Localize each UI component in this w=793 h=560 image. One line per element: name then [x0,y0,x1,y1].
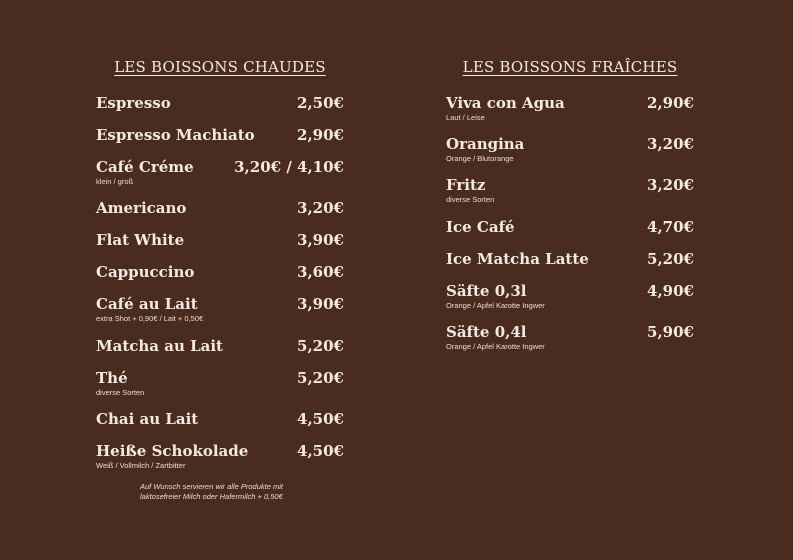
menu-item-price: 3,90€ [297,295,344,313]
menu-item-name: Thé [96,369,128,387]
menu-item-name: Säfte 0,4l [446,323,527,341]
menu-item [96,263,344,281]
menu-item [96,295,344,324]
menu-item-price: 4,50€ [297,442,344,460]
menu-item-price: 3,90€ [297,231,344,249]
menu-item-name: Espresso [96,94,171,112]
menu-item-name: Ice Café [446,218,515,236]
menu-item-row [446,218,694,236]
menu-item-row [96,263,344,281]
milk-note [140,482,283,502]
menu-item-row [96,295,344,313]
menu-item-price: 4,50€ [297,410,344,428]
menu-item-row [446,250,694,268]
menu-item [96,442,344,471]
menu-item-row [96,231,344,249]
menu-item-description: extra Shot + 0,90€ / Lait + 0,50€ [96,314,204,323]
menu-item-name: Cappuccino [96,263,195,281]
menu-item [96,199,344,217]
menu-item-price: 3,20€ [647,135,694,153]
hot-drinks-column [96,58,344,470]
menu-item-description: Orange / Apfel Karotte Ingwer [446,301,545,310]
hot-drinks-title: LES BOISSONS CHAUDES [114,58,326,76]
menu-item-price: 2,90€ [647,94,694,112]
menu-item-name: Viva con Agua [446,94,565,112]
menu-item-description: Orange / Blutorange [446,154,514,163]
menu-item-description: Laut / Leise [446,113,485,122]
menu-item [96,369,344,398]
menu-item [446,135,694,164]
menu-item-price: 3,20€ [297,199,344,217]
menu-item-name: Café Créme [96,158,194,176]
milk-note-line-1: Auf Wunsch servieren wir alle Produkte mit [140,482,283,491]
menu-item-row [446,94,694,112]
menu-item-row [96,199,344,217]
cold-drinks-title: LES BOISSONS FRAÎCHES [462,58,678,76]
menu-item-row [96,158,344,176]
menu-item [96,410,344,428]
menu-item-row [96,442,344,460]
menu-item-row [446,176,694,194]
menu-item-row [96,369,344,387]
menu-item-price: 5,90€ [647,323,694,341]
menu-item-price: 5,20€ [647,250,694,268]
menu-item [446,218,694,236]
menu-item-description: Weiß / Vollmilch / Zartbitter [96,461,186,470]
menu-item-row [446,282,694,300]
menu-item-price: 3,20€ / 4,10€ [234,158,344,176]
menu-item [96,337,344,355]
menu-item [446,323,694,352]
menu-item [96,94,344,112]
menu-item-price: 3,60€ [297,263,344,281]
menu-item-name: Americano [96,199,187,217]
menu-item-name: Säfte 0,3l [446,282,527,300]
menu-item-name: Espresso Machiato [96,126,255,144]
milk-note-line-2: laktosefreier Milch oder Hafermilch + 0,50€ [140,492,283,501]
menu-item-row [96,410,344,428]
menu-item-price: 5,20€ [297,369,344,387]
menu-item-description: diverse Sorten [96,388,145,397]
menu-item-price: 4,90€ [647,282,694,300]
menu-item-name: Fritz [446,176,486,194]
menu-item-row [96,94,344,112]
menu-item-name: Matcha au Lait [96,337,223,355]
menu-item-name: Café au Lait [96,295,198,313]
menu-item-row [446,323,694,341]
menu-item-row [96,337,344,355]
menu-item [96,126,344,144]
menu-item-description: diverse Sorten [446,195,495,204]
menu-item-name: Orangina [446,135,525,153]
menu-item [96,158,344,187]
menu-item-price: 2,50€ [297,94,344,112]
menu-item-description: Orange / Apfel Karotte Ingwer [446,342,545,351]
cold-drinks-column [446,58,694,351]
menu-item-name: Ice Matcha Latte [446,250,589,268]
menu-item-price: 5,20€ [297,337,344,355]
menu-item-row [446,135,694,153]
menu-item [96,231,344,249]
menu-item-price: 2,90€ [297,126,344,144]
menu-item [446,176,694,205]
menu-item-name: Flat White [96,231,185,249]
menu-item-price: 4,70€ [647,218,694,236]
menu-item [446,250,694,268]
menu-item-name: Chai au Lait [96,410,199,428]
menu-item-name: Heiße Schokolade [96,442,249,460]
menu-item [446,94,694,123]
menu-item [446,282,694,311]
menu-item-price: 3,20€ [647,176,694,194]
menu-item-description: klein / groß [96,177,134,186]
menu-item-row [96,126,344,144]
